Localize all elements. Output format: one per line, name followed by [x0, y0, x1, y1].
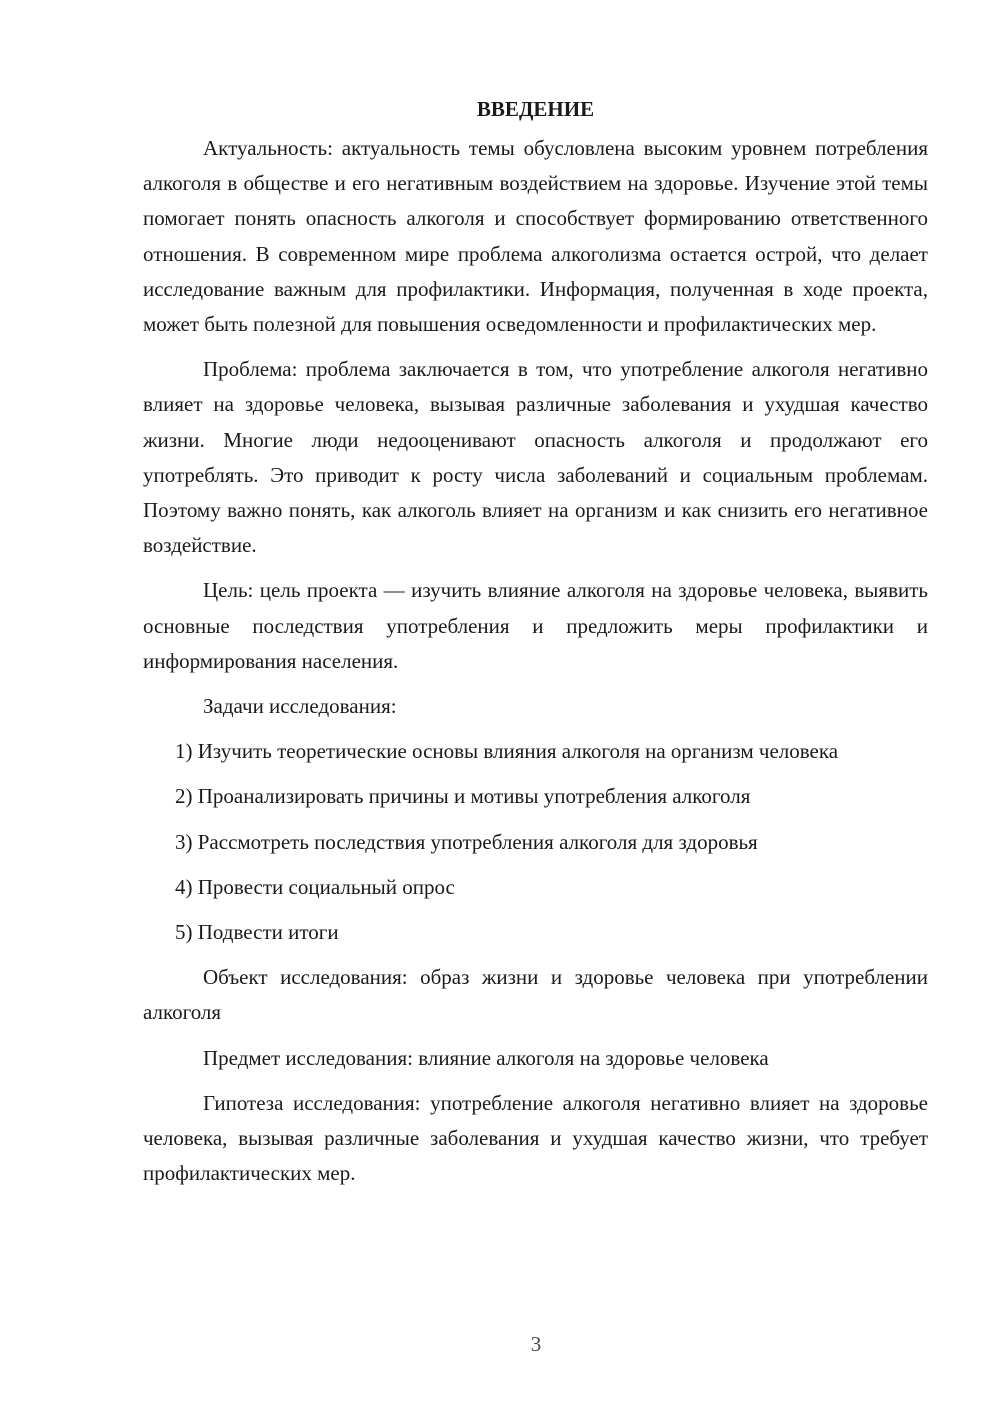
- object-paragraph: Объект исследования: образ жизни и здоровье человека при употреблении алкоголя: [143, 965, 928, 1025]
- page-number: 3: [530, 1332, 542, 1356]
- subject-paragraph: Предмет исследования: влияние алкоголя на здоровье человека: [203, 1045, 769, 1070]
- task-item-5: 5) Подвести итоги: [175, 920, 339, 945]
- tasks-heading: Задачи исследования:: [203, 694, 397, 719]
- task-item-2: 2) Проанализировать причины и мотивы употребления алкоголя: [175, 784, 751, 809]
- task-item-3: 3) Рассмотреть последствия употребления алкоголя для здоровья: [175, 829, 758, 854]
- hypothesis-paragraph: Гипотеза исследования: употребление алкоголя негативно влияет на здоровье человека, вызывая различные заболевания и ухудшая качество жизни, что требует профилактических мер.: [143, 1090, 928, 1186]
- relevance-paragraph: Актуальность: актуальность темы обусловлена высоким уровнем потребления алкоголя в обществе и его негативным воздействием на здоровье. Изучение этой темы помогает понять опасность алкоголя и способствует формированию ответственного отношения. В современном мире проблема алкоголизма остается острой, что делает исследование важным для профилактики. Информация, полученная в ходе проекта, может быть полезной для повышения осведомленности и профилактических мер.: [143, 136, 928, 337]
- problem-paragraph: Проблема: проблема заключается в том, что употребление алкоголя негативно влияет на здоровье человека, вызывая различные заболевания и ухудшая качество жизни. Многие люди недооценивают опасность алкоголя и продолжают его употреблять. Это приводит к росту числа заболеваний и социальным проблемам. Поэтому важно понять, как алкоголь влияет на организм и как снизить его негативное воздействие.: [143, 357, 928, 558]
- document-page: [143, 92, 928, 1201]
- goal-paragraph: Цель: цель проекта — изучить влияние алкоголя на здоровье человека, выявить основные последствия употребления и предложить меры профилактики и информирования населения.: [143, 578, 928, 673]
- task-item-4: 4) Провести социальный опрос: [175, 874, 455, 899]
- task-item-1: 1) Изучить теоретические основы влияния алкоголя на организм человека: [175, 739, 839, 764]
- page-title: ВВЕДЕНИЕ: [476, 97, 595, 121]
